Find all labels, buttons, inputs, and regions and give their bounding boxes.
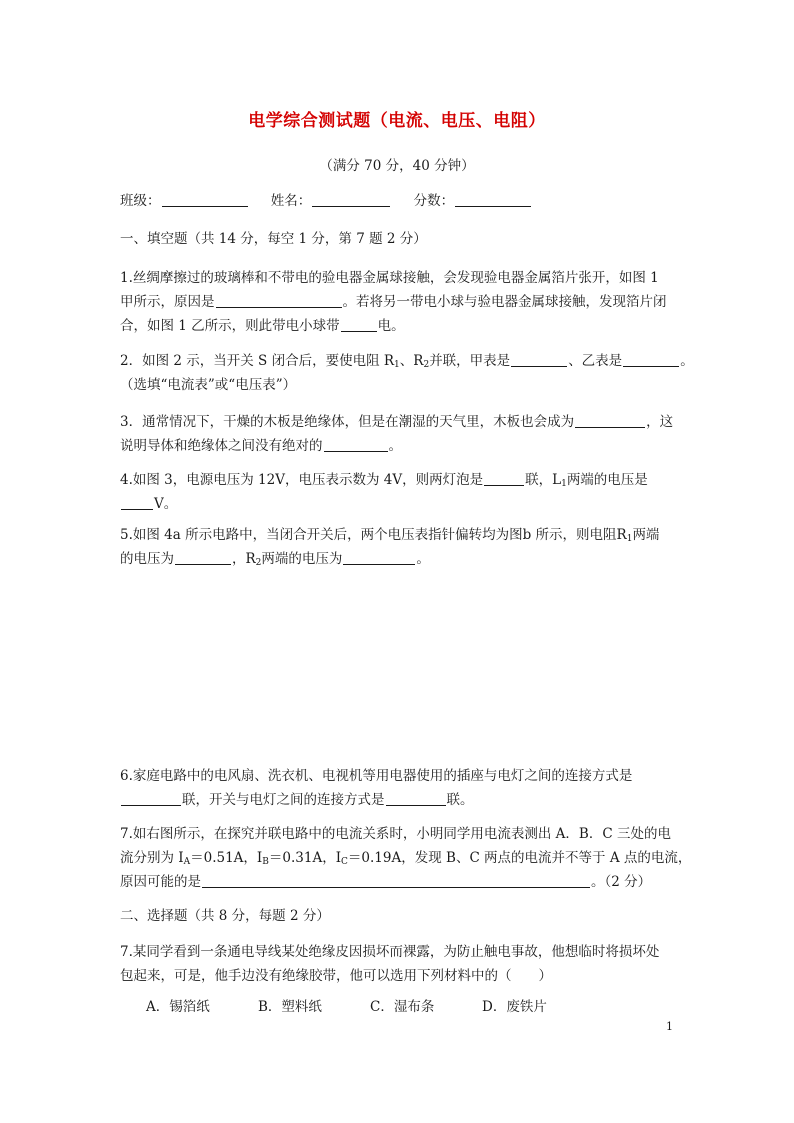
q7-text: 原因可能的是 xyxy=(120,874,201,890)
q7-text: 流分别为 I xyxy=(120,850,184,866)
q2-line2: （选填“电流表”或“电压表”） xyxy=(120,377,297,393)
q1-text: 电。 xyxy=(377,318,405,334)
q7-text: ＝0.19A，发现 B、C 两点的电流并不等于 A 点的电流， xyxy=(347,850,692,866)
name-label: 姓名： xyxy=(270,193,312,209)
subscript: B xyxy=(262,857,269,867)
score-label: 分数： xyxy=(413,193,455,209)
q6-blank1[interactable] xyxy=(121,790,181,806)
q2-text: 并联，甲表是 xyxy=(429,353,511,369)
q1-line2 xyxy=(120,289,680,315)
q2-text: 、R xyxy=(399,353,424,369)
q4-blank2[interactable] xyxy=(121,494,153,510)
q2-text: 、乙表是 xyxy=(568,353,623,369)
q6-line2 xyxy=(120,787,680,813)
q5-text: 的电压为 xyxy=(120,551,174,567)
q5-text: 两端的电压为 xyxy=(261,551,343,567)
q5-text: 两端 xyxy=(632,527,660,543)
q3-line1 xyxy=(120,409,680,435)
class-blank[interactable] xyxy=(162,191,248,207)
q3-line2 xyxy=(120,433,680,459)
score-blank[interactable] xyxy=(455,191,531,207)
q4-text: 4.如图 3，电源电压为 12V，电压表示数为 4V，则两灯泡是 xyxy=(120,472,484,488)
subscript: A xyxy=(183,857,191,867)
q3-text: 说明导体和绝缘体之间没有绝对的 xyxy=(120,438,323,454)
q5-blank1[interactable] xyxy=(175,549,231,565)
page-subtitle: （满分 70 分，40 分钟） xyxy=(319,158,475,174)
q3-text: 。 xyxy=(388,438,402,454)
q7-blank[interactable] xyxy=(202,872,590,888)
option-c[interactable]: C．湿布条 xyxy=(370,999,435,1015)
q6-line1: 6.家庭电路中的电风扇、洗衣机、电视机等用电器使用的插座与电灯之间的连接方式是 xyxy=(120,768,633,784)
q2-blank2[interactable] xyxy=(623,351,679,367)
option-b[interactable]: B．塑料纸 xyxy=(258,999,322,1015)
q4-blank1[interactable] xyxy=(484,470,524,486)
page-title: 电学综合测试题（电流、电压、电阻） xyxy=(248,111,546,131)
q1-text: 甲所示，原因是 xyxy=(120,294,215,310)
subscript: 2 xyxy=(423,360,430,370)
q1-line1: 1.丝绸摩擦过的玻璃棒和不带电的验电器金属球接触，会发现验电器金属箔片张开，如图 1 xyxy=(120,270,659,286)
q3-blank1[interactable] xyxy=(575,412,645,428)
subscript: 2 xyxy=(255,558,262,568)
subscript: 1 xyxy=(561,479,567,489)
q2-text: 2．如图 2 示，当开关 S 闭合后，要使电阻 R xyxy=(120,353,395,369)
option-d[interactable]: D．废铁片 xyxy=(482,999,547,1015)
q7-line3 xyxy=(120,869,680,895)
mc-q7-line1: 7.某同学看到一条通电导线某处绝缘皮因损坏而裸露，为防止触电事故，他想临时将损坏处 xyxy=(120,944,660,960)
q5-text: ，R xyxy=(232,551,256,567)
q5-line2 xyxy=(120,546,680,576)
q7-text: ＝0.31A，I xyxy=(268,850,342,866)
q6-text: 联，开关与电灯之间的连接方式是 xyxy=(182,792,385,808)
subscript: 1 xyxy=(626,534,633,544)
q1-text: 。若将另一带电小球与验电器金属球接触，发现箔片闭 xyxy=(342,294,667,310)
q6-text: 联。 xyxy=(446,792,474,808)
q4-text: 联，L xyxy=(525,472,562,488)
q5-text: 。 xyxy=(416,551,430,567)
mc-options xyxy=(146,996,594,1018)
class-label: 班级： xyxy=(120,193,161,209)
q2-text: 。 xyxy=(680,353,694,369)
q4-text: 两端的电压是 xyxy=(566,472,648,488)
section2-heading: 二、选择题（共 8 分，每题 2 分） xyxy=(120,908,330,924)
section1-heading: 一、填空题（共 14 分，每空 1 分，第 7 题 2 分） xyxy=(120,231,427,247)
option-a[interactable]: A．锡箔纸 xyxy=(146,999,210,1015)
q1-line3 xyxy=(120,313,680,339)
q4-text: V。 xyxy=(154,496,178,512)
mc-q7-line2: 包起来，可是，他手边没有绝缘胶带，他可以选用下列材料中的（ ） xyxy=(120,968,552,984)
q1-blank1[interactable] xyxy=(216,292,342,308)
q5-blank2[interactable] xyxy=(343,549,415,565)
page-number: 1 xyxy=(666,1020,673,1033)
name-blank[interactable] xyxy=(312,191,390,207)
subscript: 1 xyxy=(394,360,400,370)
q6-blank2[interactable] xyxy=(386,790,446,806)
q7-text: ＝0.51A，I xyxy=(190,850,263,866)
q1-blank2[interactable] xyxy=(341,316,377,332)
q2-blank1[interactable] xyxy=(511,351,567,367)
q7-text: 。（2 分） xyxy=(591,874,652,890)
student-info-row xyxy=(120,190,532,212)
q1-text: 合，如图 1 乙所示，则此带电小球带 xyxy=(120,318,340,334)
q3-blank2[interactable] xyxy=(324,436,388,452)
q7-line1: 7.如右图所示，在探究并联电路中的电流关系时，小明同学用电流表测出 A．B．C 三处的电 xyxy=(120,826,671,842)
subscript: C xyxy=(341,857,348,867)
q3-text: ，这 xyxy=(646,414,674,430)
q3-text: 3．通常情况下，干燥的木板是绝缘体，但是在潮湿的天气里，木板也会成为 xyxy=(120,414,575,430)
q4-line2 xyxy=(120,491,680,517)
q5-text: 5.如图 4a 所示电路中，当闭合开关后，两个电压表指针偏转均为图b 所示，则电阻R xyxy=(120,527,627,543)
